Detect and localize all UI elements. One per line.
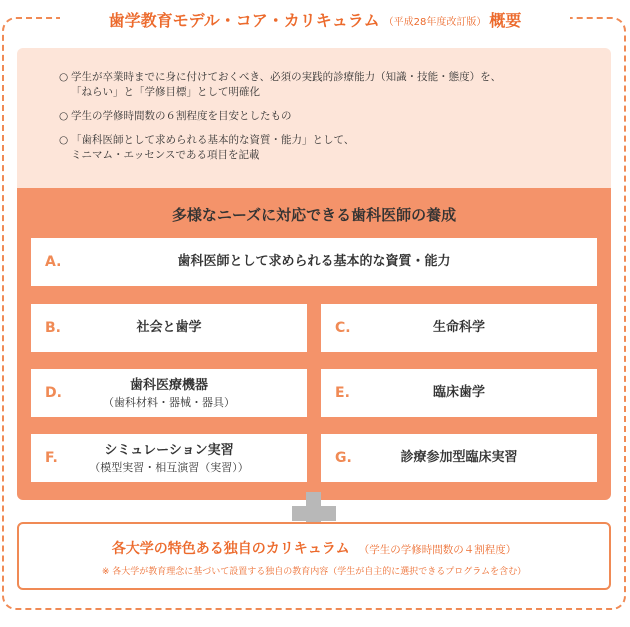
bullet-circle-icon: ○: [59, 71, 69, 83]
university-note: ※ 各大学が教育理念に基づいて設置する独自の教育内容（学生が自主的に選択できるプログラムを含む）: [101, 567, 527, 577]
core-item-letter: E.: [335, 385, 350, 401]
core-heading: 多様なニーズに対応できる歯科医師の養成: [171, 206, 457, 224]
title-sub: （平成28年度改訂版）: [383, 16, 487, 28]
core-item-letter: C.: [335, 320, 351, 336]
core-item-label: 社会と歯学: [136, 320, 202, 335]
core-item-g: [321, 434, 597, 482]
core-item-letter: F.: [45, 450, 58, 466]
core-item-label: 診療参加型臨床実習: [400, 450, 518, 465]
core-item-label: 歯科医師として求められる基本的な資質・能力: [177, 254, 451, 269]
overview-item: [59, 70, 501, 100]
overview-line: 「歯科医師として求められる基本的な資質・能力」として、: [71, 134, 355, 146]
overview-item: [59, 133, 501, 163]
core-item-label: [31, 442, 307, 475]
overview-list: [59, 70, 501, 172]
overview-line: 学生の学修時間数の６割程度を目安としたもの: [71, 110, 292, 122]
core-curriculum-box: [17, 188, 611, 500]
title-suffix: 概要: [489, 10, 522, 30]
bullet-circle-icon: ○: [59, 110, 69, 122]
core-item-sub: （模型実習・相互演習（実習））: [89, 460, 249, 474]
overview-item: [59, 109, 501, 124]
overview-box: [17, 48, 611, 188]
university-title-sub: （学生の学修時間数の４割程度）: [358, 544, 517, 556]
bullet-circle-icon: ○: [59, 134, 69, 146]
core-item-e: [321, 369, 597, 417]
overview-line: 「ねらい」と「学修目標」として明確化: [71, 86, 260, 98]
university-title: [19, 538, 609, 558]
core-item-letter: D.: [45, 385, 62, 401]
title-main: 歯学教育モデル・コア・カリキュラム: [108, 10, 380, 30]
core-item-sub: （歯科材料・器械・器具）: [103, 395, 235, 409]
core-item-b: [31, 304, 307, 352]
core-item-a: [31, 238, 597, 286]
core-item-label: 臨床歯学: [432, 385, 485, 400]
core-item-letter: A.: [45, 254, 62, 270]
overview-line: 学生が卒業時までに身に付けておくべき、必須の実践的診療能力（知識・技能・態度）を、: [71, 71, 502, 83]
university-curriculum-box: [17, 522, 611, 590]
core-item-letter: B.: [45, 320, 61, 336]
page-title: [60, 5, 570, 33]
core-item-letter: G.: [335, 450, 352, 466]
core-item-title: シミュレーション実習: [104, 442, 234, 458]
core-item-label: [31, 377, 307, 410]
core-item-title: 歯科医療機器: [129, 377, 208, 393]
overview-line: ミニマム・エッセンスである項目を記載: [71, 149, 260, 161]
core-item-f: [31, 434, 307, 482]
university-title-main: 各大学の特色ある独自のカリキュラム: [111, 541, 350, 557]
core-item-d: [31, 369, 307, 417]
core-item-c: [321, 304, 597, 352]
core-item-label: 生命科学: [432, 320, 485, 335]
